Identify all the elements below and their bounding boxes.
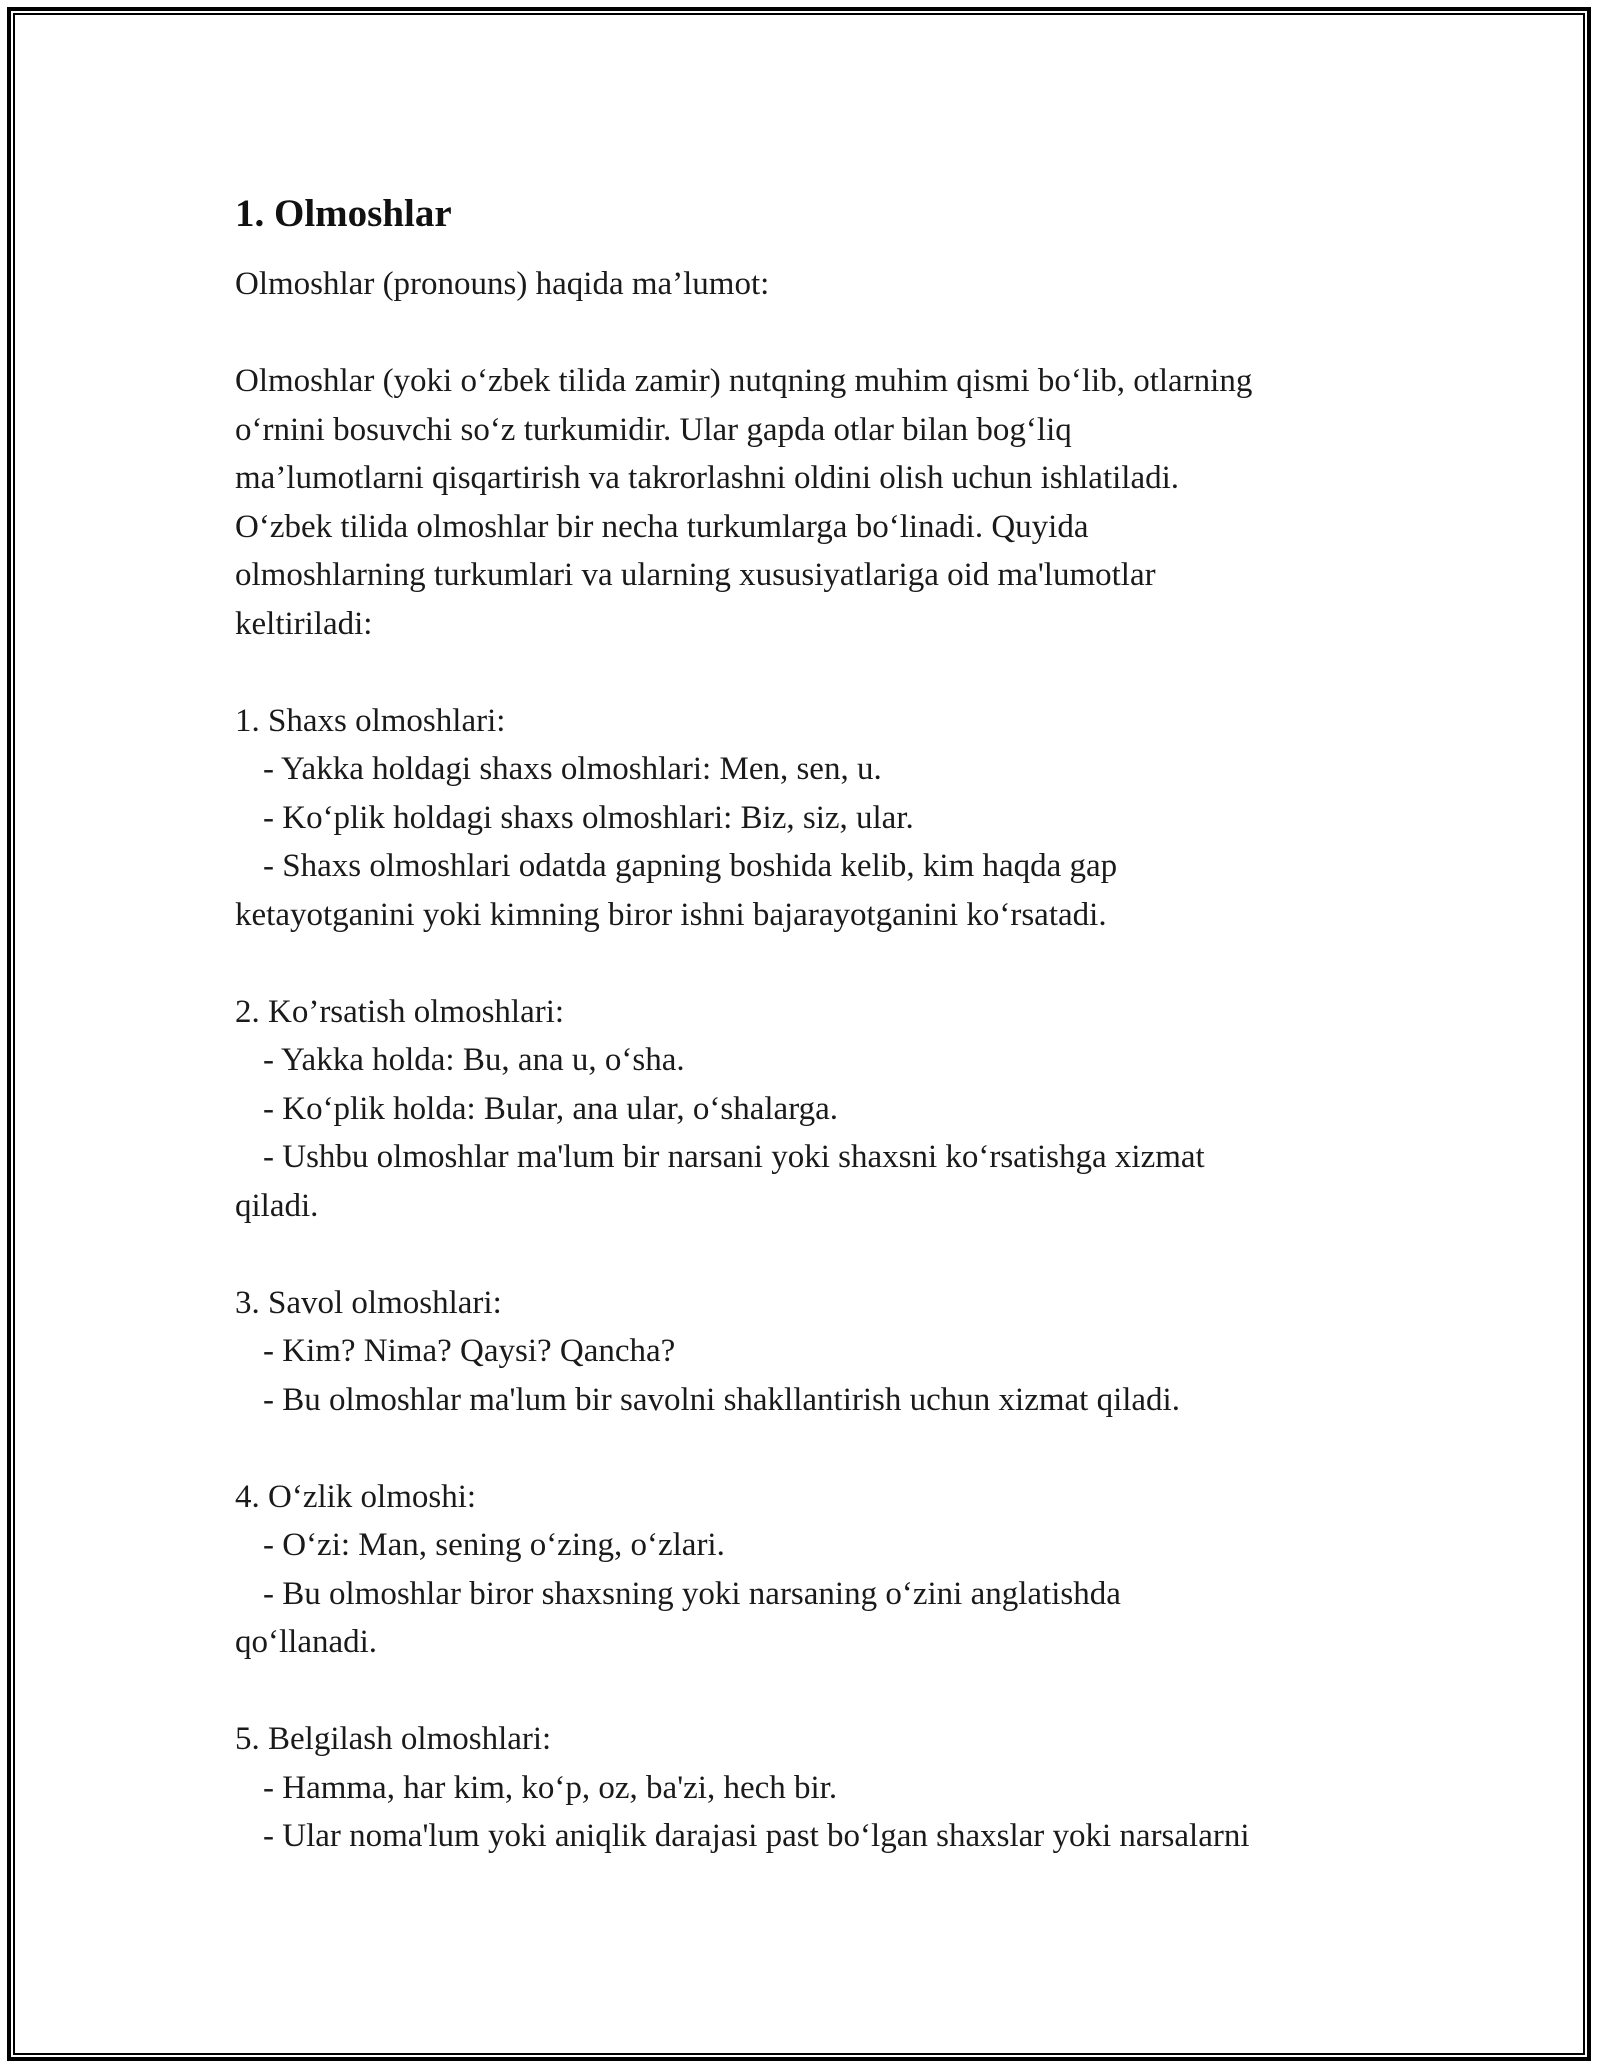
spacer <box>235 1230 1395 1279</box>
spacer <box>235 648 1395 697</box>
list-item: - Yakka holdagi shaxs olmoshlari: Men, sen, u. <box>263 751 882 787</box>
pronoun-section <box>235 1279 1395 1425</box>
overview-paragraph: Olmoshlar (yoki o‘zbek tilida zamir) nutqning muhim qismi bo‘lib, otlarning o‘rnini bosuvchi so‘z turkumidir. Ular gapda otlar bilan bog‘liq ma’lumotlarni qisqartirish va takrorlashni oldini olish uchun ishlatiladi. O‘zbek tilida olmoshlar bir necha turkumlarga bo‘linadi. Quyida olmoshlarning turkumlari va ularning xususiyatlariga oid ma'lumotlar keltiriladi: <box>235 363 1253 642</box>
section-title: 1. Shaxs olmoshlari: <box>235 702 506 739</box>
list-item: - Shaxs olmoshlari odatda gapning boshida kelib, kim haqda gap <box>263 848 1118 884</box>
list-item: - Ko‘plik holdagi shaxs olmoshlari: Biz, siz, ular. <box>263 799 914 836</box>
list-item-continuation: qo‘llanadi. <box>235 1624 378 1660</box>
spacer <box>235 309 1395 358</box>
pronoun-section <box>235 1715 1395 1861</box>
spacer <box>235 1667 1395 1716</box>
list-item: - Kim? Nima? Qaysi? Qancha? <box>263 1333 676 1369</box>
list-item: - Bu olmoshlar ma'lum bir savolni shakllantirish uchun xizmat qiladi. <box>263 1381 1180 1418</box>
list-item-continuation: qiladi. <box>235 1187 319 1224</box>
pronoun-section <box>235 697 1395 940</box>
section-heading: 1. Olmoshlar <box>235 192 452 235</box>
list-item: - Ko‘plik holda: Bular, ana ular, o‘shalarga. <box>263 1090 838 1127</box>
spacer <box>235 1424 1395 1473</box>
pronoun-section <box>235 988 1395 1231</box>
spacer <box>235 939 1395 988</box>
list-item: - O‘zi: Man, sening o‘zing, o‘zlari. <box>263 1527 725 1563</box>
section-title: 2. Ko’rsatish olmoshlari: <box>235 993 565 1030</box>
pronoun-section <box>235 1473 1395 1667</box>
list-item: - Bu olmoshlar biror shaxsning yoki narsaning o‘zini anglatishda <box>263 1575 1121 1612</box>
section-title: 4. O‘zlik olmoshi: <box>235 1478 477 1515</box>
list-item: - Yakka holda: Bu, ana u, o‘sha. <box>263 1042 685 1078</box>
list-item: - Ushbu olmoshlar ma'lum bir narsani yoki shaxsni ko‘rsatishga xizmat <box>263 1139 1205 1175</box>
list-item: - Ular noma'lum yoki aniqlik darajasi past bo‘lgan shaxslar yoki narsalarni <box>263 1818 1250 1854</box>
list-item-continuation: ketayotganini yoki kimning biror ishni bajarayotganini ko‘rsatadi. <box>235 896 1107 933</box>
document-body <box>235 186 1395 1861</box>
list-item: - Hamma, har kim, ko‘p, oz, ba'zi, hech bir. <box>263 1769 838 1806</box>
section-title: 3. Savol olmoshlari: <box>235 1284 502 1321</box>
section-title: 5. Belgilash olmoshlari: <box>235 1721 552 1757</box>
intro-paragraph: Olmoshlar (pronouns) haqida ma’lumot: <box>235 266 770 302</box>
